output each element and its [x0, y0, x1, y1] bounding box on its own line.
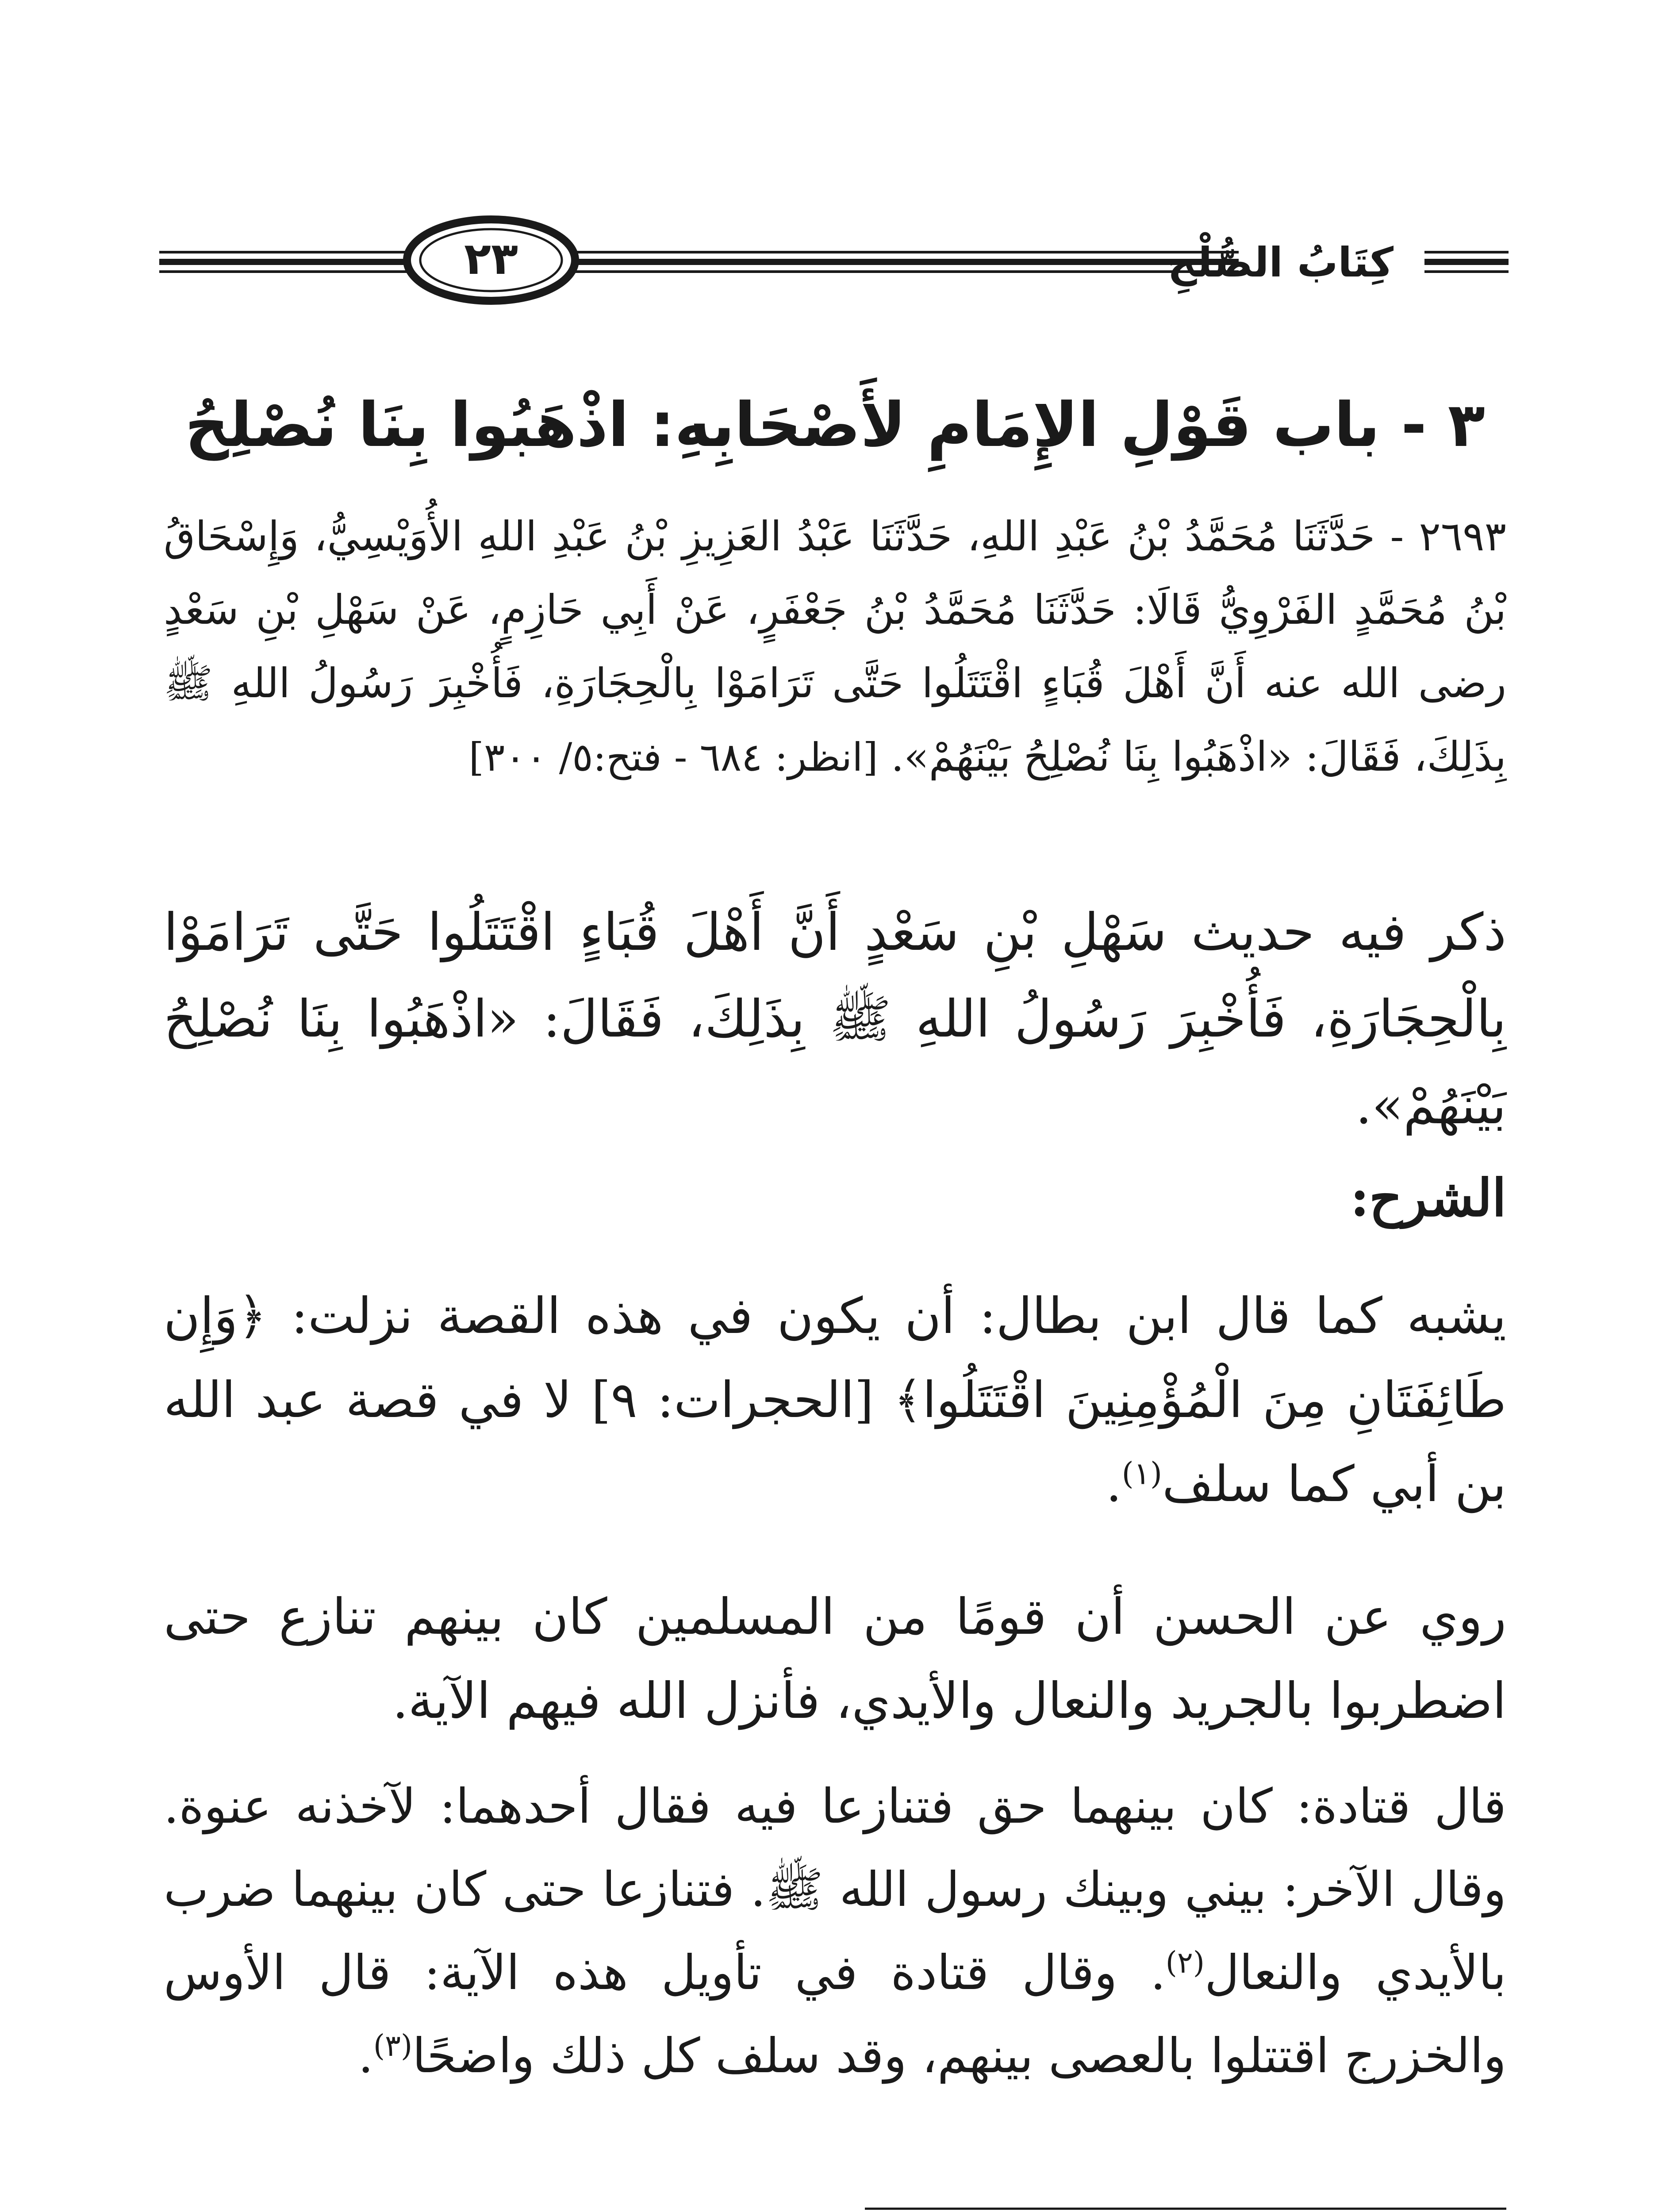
commentary-label: الشرح: [1350, 1168, 1506, 1228]
hadith-body: ٢٦٩٣ - حَدَّثَنَا مُحَمَّدُ بْنُ عَبْدِ اللهِ، حَدَّثَنَا عَبْدُ العَزِيزِ بْنُ عَبْدِ اللهِ الأُوَيْسِيُّ، وَإِسْحَاقُ بْنُ مُحَمَّدٍ الفَرْوِيُّ قَالَا: حَدَّثَنَا مُحَمَّدُ بْنُ جَعْفَرٍ، عَنْ أَبِي حَازِمٍ، عَنْ سَهْلِ بْنِ سَعْدٍ رضى الله عنه أَنَّ أَهْلَ قُبَاءٍ اقْتَتَلُوا حَتَّى تَرَامَوْا بِالْحِجَارَةِ، فَأُخْبِرَ رَسُولُ اللهِ ﷺ بِذَلِكَ، فَقَالَ: «اذْهَبُوا بِنَا نُصْلِحُ بَيْنَهُمْ». [164, 513, 1506, 780]
commentary-paragraph-2: روي عن الحسن أن قومًا من المسلمين كان بينهم تنازع حتى اضطربوا بالجريد والنعال والأيدي، فأنزل الله فيهم الآية. [164, 1588, 1506, 1730]
footnote-marker-2: (٢) [1165, 1945, 1205, 1980]
paragraph-text: يشبه كما قال ابن بطال: أن يكون في هذه القصة نزلت: ﴿وَإِن طَائِفَتَانِ مِنَ الْمُؤْمِنِينَ اقْتَتَلُوا﴾ [الحجرات: ٩] لا في قصة عبد الله بن أبي كما سلف [164, 1287, 1506, 1513]
book-title: كِتَابُ الصُّلْحِ [1167, 239, 1394, 286]
footnote-marker-3: (٣) [373, 2028, 413, 2063]
chapter-heading: ٣ - باب قَوْلِ الإِمَامِ لأَصْحَابِهِ: اذْهَبُوا بِنَا نُصْلِحُ [185, 389, 1485, 461]
paragraph-end: . [1106, 1455, 1122, 1513]
commentary-paragraph-1 [164, 1274, 1506, 1526]
hadith-reference: [انظر: ٦٨٤ - فتح:٥/ ٣٠٠] [468, 734, 878, 780]
summary-paragraph: ذكر فيه حديث سَهْلِ بْنِ سَعْدٍ أَنَّ أَهْلَ قُبَاءٍ اقْتَتَلُوا حَتَّى تَرَامَوْا بِالْحِجَارَةِ، فَأُخْبِرَ رَسُولُ اللهِ ﷺ بِذَلِكَ، فَقَالَ: «اذْهَبُوا بِنَا نُصْلِحُ بَيْنَهُمْ». [164, 902, 1506, 1136]
page-number: ٢٣ [464, 233, 518, 284]
footnote-separator [865, 2208, 1506, 2210]
paragraph-text: قال قتادة: كان بينهما حق فتنازعا فيه فقال أحدهما: لآخذنه عنوة. وقال الآخر: بيني وبينك رسول الله ﷺ. فتنازعا حتى كان بينهما ضرب بالأيدي والنعال [164, 1779, 1506, 2001]
running-header [159, 208, 1509, 314]
hadith-text [164, 500, 1506, 794]
footnote-marker-1: (١) [1121, 1456, 1163, 1492]
paragraph-end: . [358, 2028, 373, 2084]
paragraph-text: . وقال قتادة في تأويل هذه الآية: قال الأوس والخزرج اقتتلوا بالعصى بينهم، وقد سلف كل ذلك واضحًا [164, 1945, 1506, 2084]
commentary-paragraph-3 [164, 1765, 1506, 2098]
